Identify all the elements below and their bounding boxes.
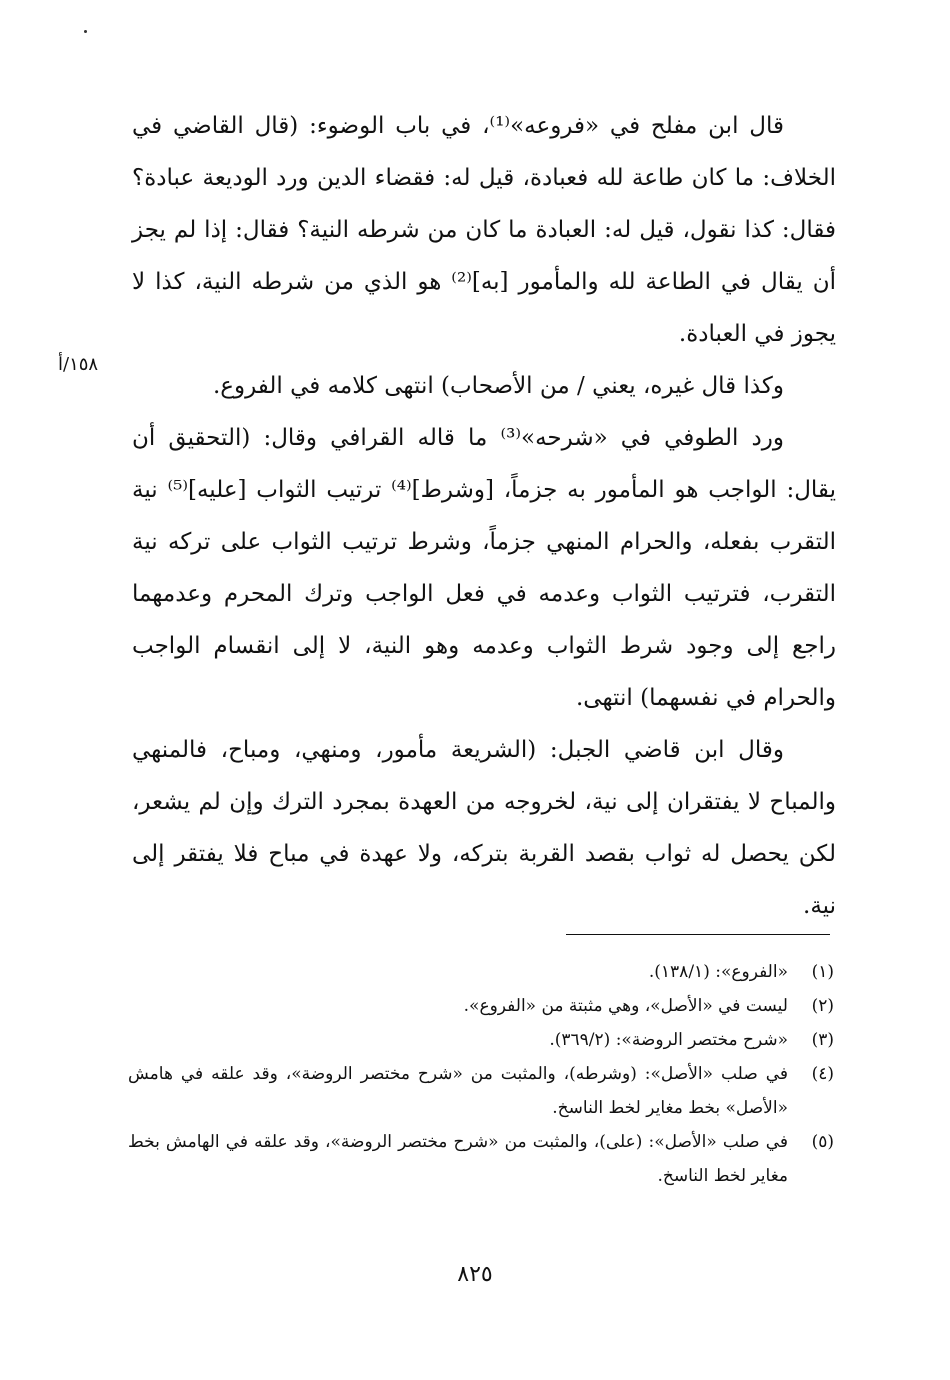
footnote-separator	[566, 934, 830, 935]
footnote-text: ليست في «الأصل»، وهي مثبتة من «الفروع».	[463, 996, 788, 1016]
footnote-5	[128, 1125, 834, 1193]
footnote-number: (٤)	[811, 1064, 834, 1084]
footnote-text: في صلب «الأصل»: (وشرطه)، والمثبت من «شرح مختصر الروضة»، وقد علقه في هامش «الأصل» بخط مغاير لخط الناسخ.	[128, 1064, 788, 1118]
paragraph-4: وقال ابن قاضي الجبل: (الشريعة مأمور، ومنهي، ومباح، فالمنهي والمباح لا يفتقران إلى نية، لخروجه من العهدة بمجرد الترك وإن لم يشعر، لكن يحصل له ثواب بقصد القربة بتركه، ولا عهدة في مباح فلا يفتقر إلى نية.	[132, 737, 836, 919]
footnote-1	[128, 955, 834, 989]
page-number: ٨٢٥	[457, 1262, 493, 1287]
footnote-number: (١)	[811, 962, 834, 982]
footnote-3	[128, 1023, 834, 1057]
footnote-number: (٣)	[811, 1030, 834, 1050]
scan-speck	[84, 30, 87, 33]
footnote-2	[128, 989, 834, 1023]
manuscript-folio-note: ١٥٨/أ	[58, 354, 99, 375]
main-text	[132, 100, 836, 932]
paragraph-2: وكذا قال غيره، يعني / من الأصحاب) انتهى كلامه في الفروع.	[212, 373, 784, 399]
footnote-text: «الفروع»: (١٣٨/١).	[648, 962, 788, 982]
paragraph-1: قال ابن مفلح في «فروعه»⁽¹⁾، في باب الوضوء: (قال القاضي في الخلاف: ما كان طاعة لله فعبادة، قيل له: فقضاء الدين ورد الوديعة عبادة؟ فقال: كذا نقول، قيل له: العبادة ما كان من شرطه النية؟ فقال: إذا لم يجز أن يقال في الطاعة لله والمأمور [به]⁽²⁾ هو الذي من شرطه النية، كذا لا يجوز في العبادة.	[132, 113, 836, 347]
paragraph-3: ورد الطوفي في «شرحه»⁽³⁾ ما قاله القرافي وقال: (التحقيق أن يقال: الواجب هو المأمور به جزماً، [وشرط]⁽⁴⁾ ترتيب الثواب [عليه]⁽⁵⁾ نية التقرب بفعله، والحرام المنهي جزماً، وشرط ترتيب الثواب على تركه نية التقرب، فترتيب الثواب وعدمه في فعل الواجب وترك المحرم وعدمهما راجع إلى وجود شرط الثواب وعدمه وهو النية، لا إلى انقسام الواجب والحرام في نفسهما) انتهى.	[132, 425, 836, 711]
footnote-number: (٥)	[811, 1132, 834, 1152]
footnote-text: في صلب «الأصل»: (على)، والمثبت من «شرح مختصر الروضة»، وقد علقه في الهامش بخط مغاير لخط الناسخ.	[128, 1132, 788, 1186]
footnote-text: «شرح مختصر الروضة»: (٣٦٩/٢).	[549, 1030, 788, 1050]
footnote-number: (٢)	[811, 996, 834, 1016]
footnote-4	[128, 1057, 834, 1125]
footnotes	[128, 955, 834, 1193]
